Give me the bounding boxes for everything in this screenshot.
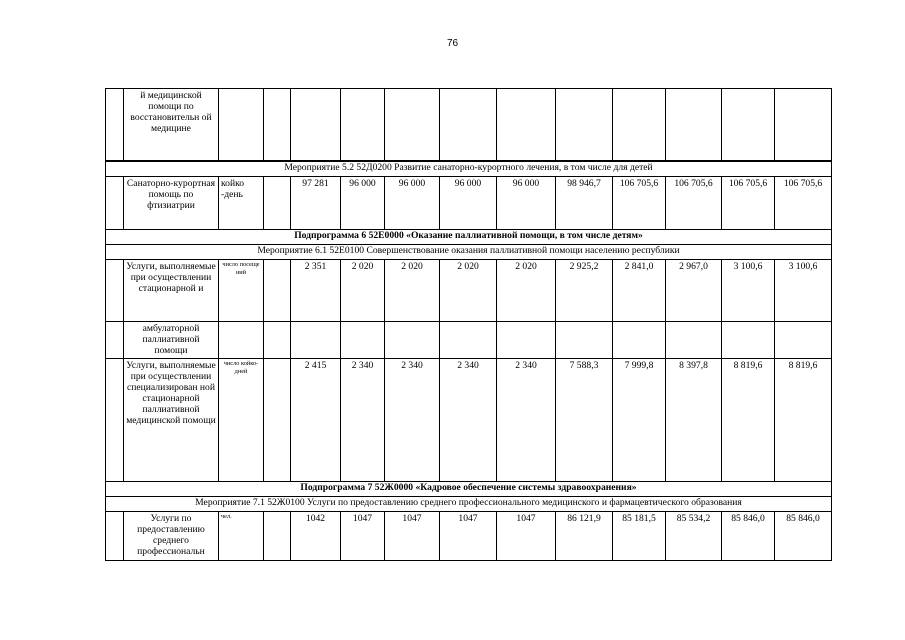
table-row <box>106 89 832 161</box>
service-name: й медицинской помощи по восстановительн ой медицине <box>124 89 219 161</box>
value-cell: 1047 <box>440 512 497 561</box>
value-cell: 2 415 <box>291 359 341 482</box>
value-cell: 1042 <box>291 512 341 561</box>
value-cell: 8 819,6 <box>775 359 832 482</box>
value-cell: 2 340 <box>440 359 497 482</box>
service-name: Услуги, выполняемые при осуществлении стационарной и <box>124 260 219 322</box>
value-cell: 106 705,6 <box>613 177 666 230</box>
measure-heading: Мероприятие 6.1 52Е0100 Совершенствование оказания паллиативной помощи населению республики <box>106 245 832 260</box>
value-cell: 2 020 <box>440 260 497 322</box>
value-cell: 96 000 <box>497 177 556 230</box>
measure-heading: Мероприятие 5.2 52Д0200 Развитие санаторно-курортного лечения, в том числе для детей <box>106 162 832 177</box>
value-cell: 98 946,7 <box>556 177 613 230</box>
unit-label: койко -день <box>219 177 264 230</box>
value-cell: 3 100,6 <box>722 260 775 322</box>
table-row <box>106 245 832 260</box>
service-name: амбулаторной паллиативной помощи <box>124 322 219 359</box>
unit-label: число койко-дней <box>219 359 264 482</box>
page-number: 76 <box>446 38 459 49</box>
table-row <box>106 260 832 322</box>
value-cell: 2 351 <box>291 260 341 322</box>
subprogram-heading: Подпрограмма 7 52Ж0000 «Кадровое обеспечение системы здравоохранения» <box>106 482 832 497</box>
value-cell: 85 181,5 <box>613 512 666 561</box>
program-table <box>105 88 832 561</box>
value-cell: 7 999,8 <box>613 359 666 482</box>
table-row <box>106 322 832 359</box>
measure-heading: Мероприятие 7.1 52Ж0100 Услуги по предоставлению среднего профессионального медицинского и фармацевтического образования <box>106 497 832 512</box>
table-row <box>106 512 832 561</box>
unit-label: число посеще ний <box>219 260 264 322</box>
value-cell: 2 340 <box>497 359 556 482</box>
value-cell: 97 281 <box>291 177 341 230</box>
value-cell: 7 588,3 <box>556 359 613 482</box>
value-cell: 2 340 <box>385 359 440 482</box>
table-row <box>106 230 832 245</box>
value-cell: 85 846,0 <box>775 512 832 561</box>
service-name: Услуги, выполняемые при осуществлении специализирован ной стационарной паллиативной медицинской помощи <box>124 359 219 482</box>
value-cell: 8 397,8 <box>666 359 722 482</box>
value-cell: 106 705,6 <box>775 177 832 230</box>
value-cell: 1047 <box>385 512 440 561</box>
value-cell: 2 967,0 <box>666 260 722 322</box>
table-row <box>106 482 832 497</box>
service-name: Услуги по предоставлению среднего профессиональн <box>124 512 219 561</box>
value-cell: 2 020 <box>341 260 385 322</box>
value-cell: 96 000 <box>385 177 440 230</box>
value-cell: 85 846,0 <box>722 512 775 561</box>
value-cell: 2 020 <box>497 260 556 322</box>
table-row <box>106 177 832 230</box>
value-cell: 2 841,0 <box>613 260 666 322</box>
subprogram-heading: Подпрограмма 6 52Е0000 «Оказание паллиативной помощи, в том числе детям» <box>106 230 832 245</box>
value-cell: 3 100,6 <box>775 260 832 322</box>
value-cell: 106 705,6 <box>722 177 775 230</box>
value-cell: 106 705,6 <box>666 177 722 230</box>
value-cell: 85 534,2 <box>666 512 722 561</box>
value-cell: 1047 <box>497 512 556 561</box>
value-cell: 1047 <box>341 512 385 561</box>
value-cell: 2 925,2 <box>556 260 613 322</box>
value-cell: 8 819,6 <box>722 359 775 482</box>
value-cell: 86 121,9 <box>556 512 613 561</box>
unit-label: чел. <box>219 512 264 561</box>
table-row <box>106 359 832 482</box>
value-cell: 2 020 <box>385 260 440 322</box>
value-cell: 96 000 <box>341 177 385 230</box>
table-row <box>106 162 832 177</box>
value-cell: 2 340 <box>341 359 385 482</box>
service-name: Санаторно-курортная помощь по фтизиатрии <box>124 177 219 230</box>
table-row <box>106 497 832 512</box>
value-cell: 96 000 <box>440 177 497 230</box>
